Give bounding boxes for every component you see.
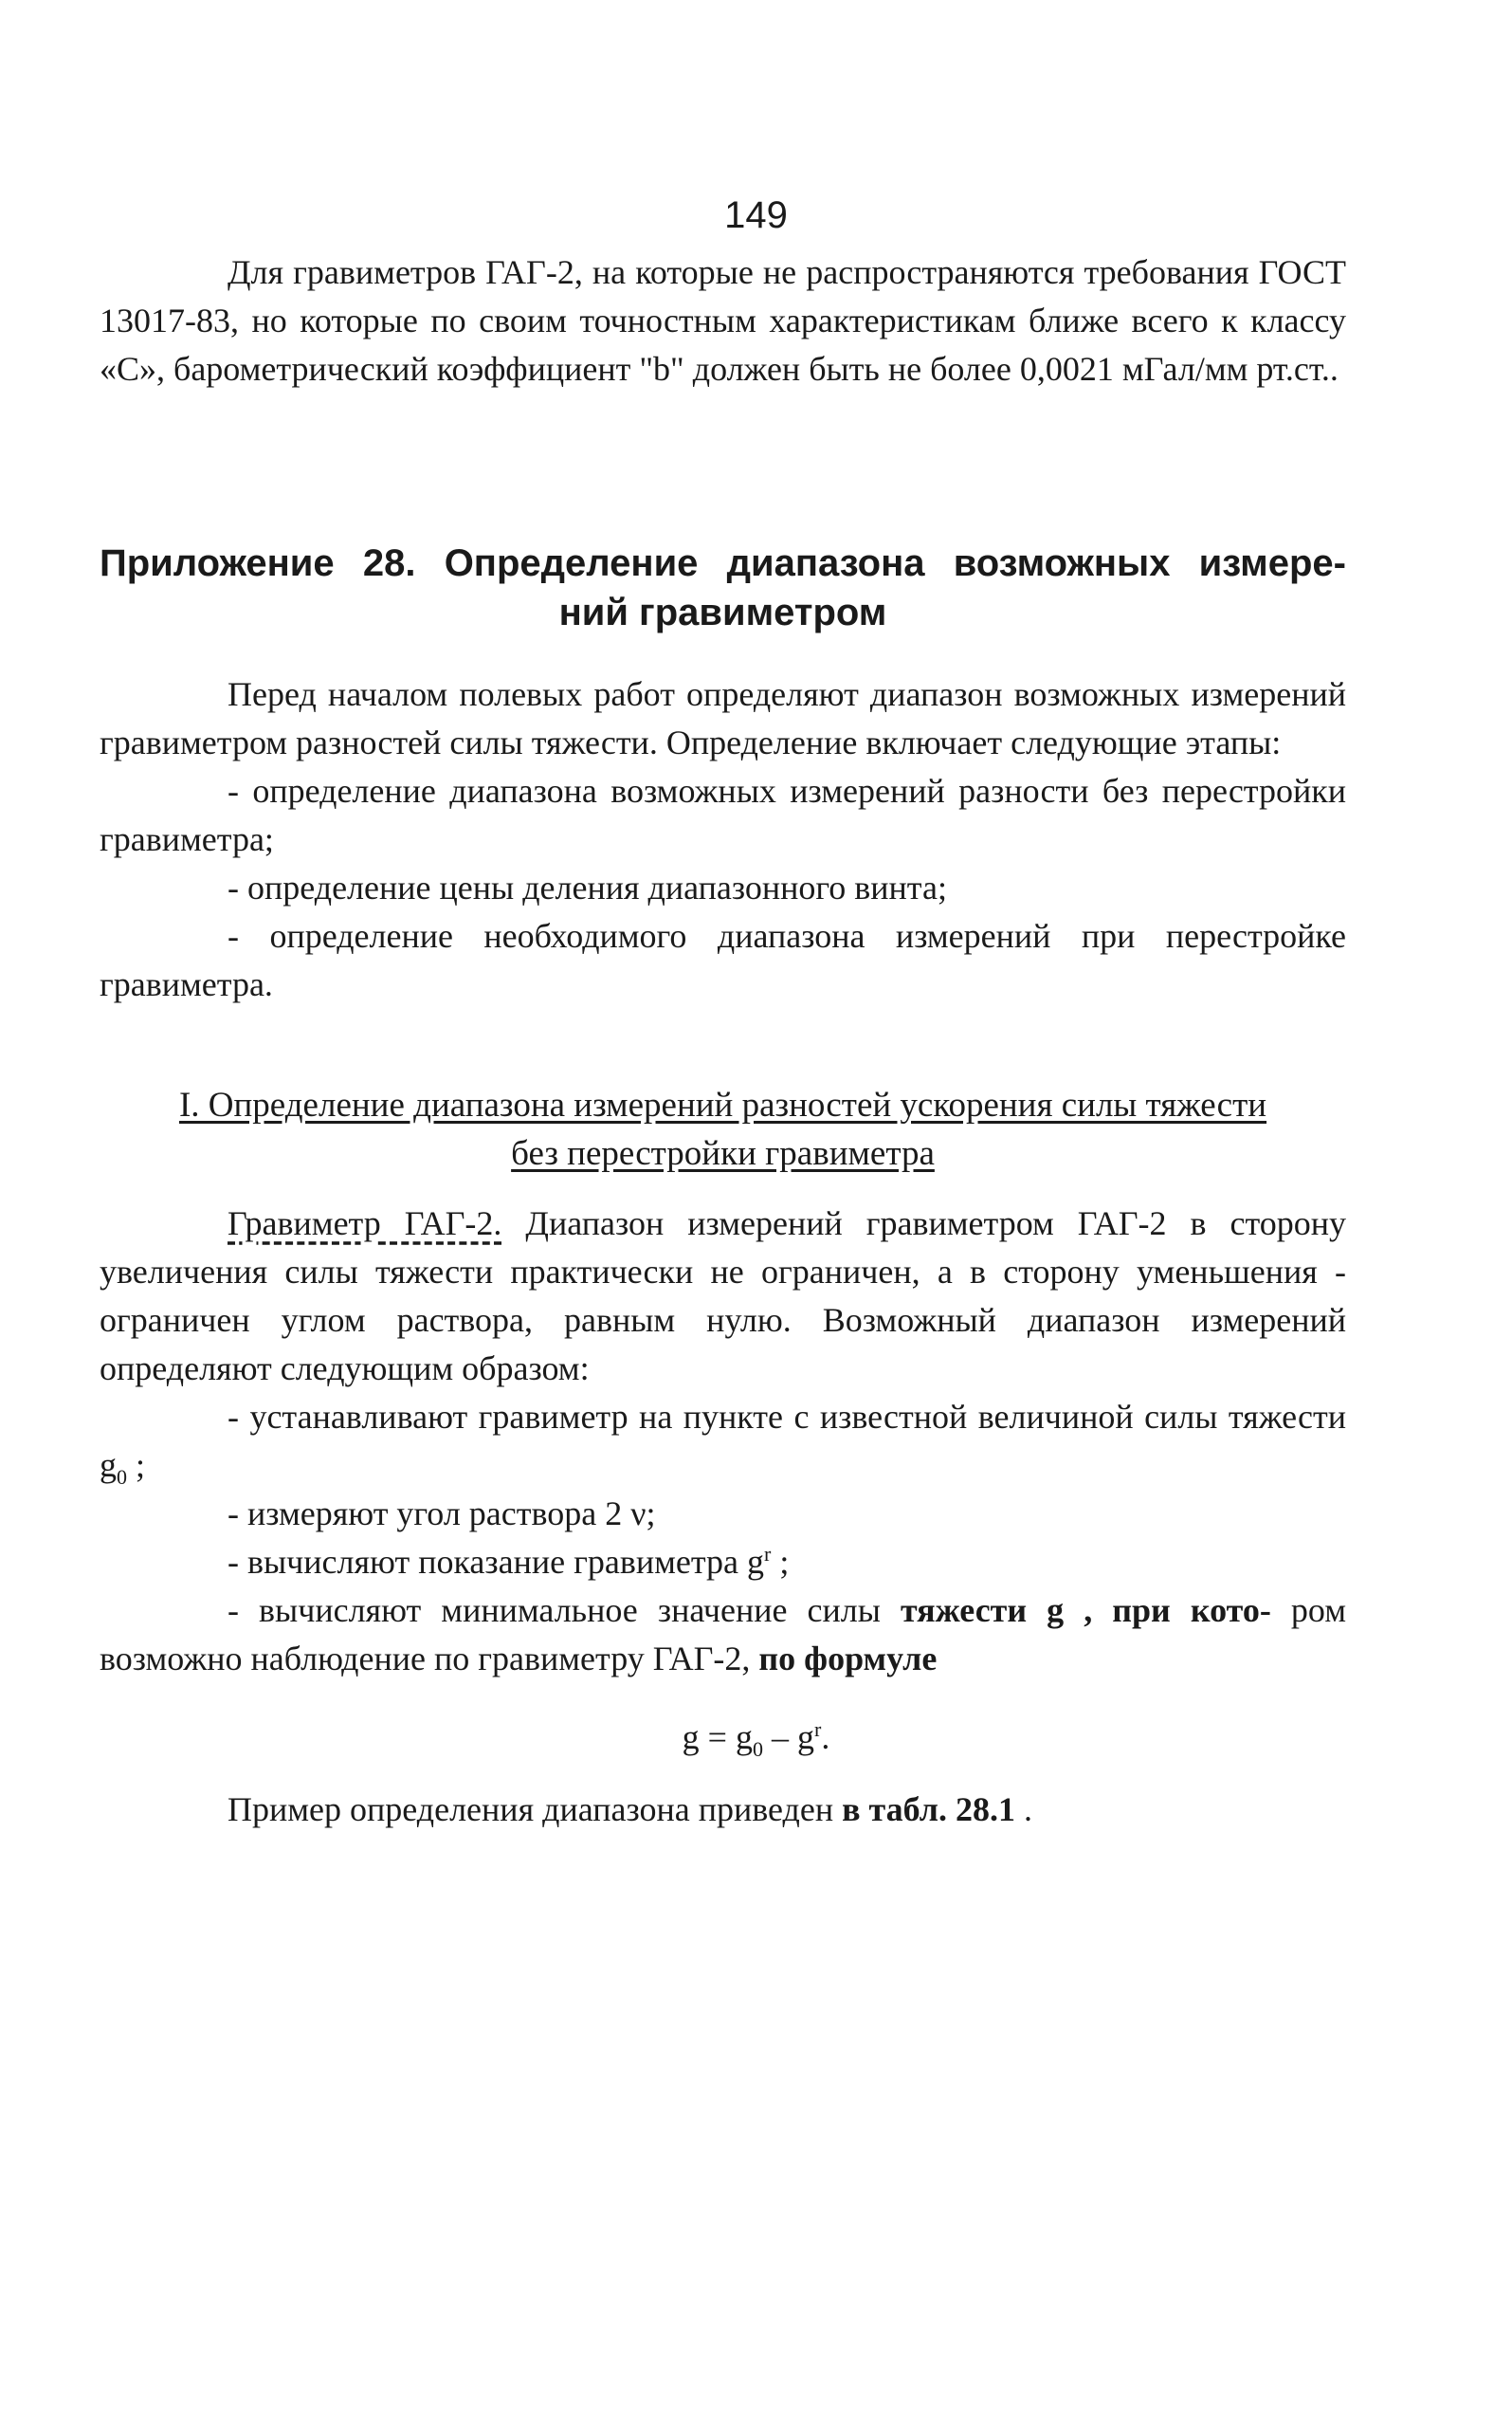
formula-subscript: 0	[752, 1737, 763, 1762]
intro-paragraph: Для гравиметров ГАГ-2, на которые не распространяются требования ГОСТ 13017-83, но которые по своим точностным характеристикам ближе всего к классу «С», барометрический коэффициент "b" должен быть не более 0,0021 мГал/мм рт.ст..	[100, 253, 1346, 388]
page-number: 149	[724, 194, 788, 236]
heading-line-1: Приложение 28. Определение диапазона возможных измере-	[100, 542, 1346, 584]
g-symbol: g	[100, 1446, 117, 1484]
gag2-paragraph	[100, 1200, 1346, 1393]
example-block	[100, 1786, 1346, 1834]
gr-superscript: r	[764, 1542, 772, 1566]
subheading-line-2: без перестройки гравиметра	[511, 1134, 935, 1173]
section-intro-block	[100, 670, 1346, 1009]
formula-superscript: r	[813, 1717, 822, 1741]
gag2-section-block	[100, 1200, 1346, 1683]
step-1-end: ;	[127, 1446, 146, 1484]
step-4-text: - вычисляют минимальное значение силы	[228, 1591, 901, 1629]
formula-lhs: g = g	[682, 1718, 753, 1756]
example-text: Пример определения диапазона приведен	[228, 1790, 843, 1828]
list-item: - определение диапазона возможных измерений разности без перестройки гравиметра;	[100, 772, 1346, 858]
step-item: - измеряют угол раствора 2 ν;	[228, 1494, 656, 1532]
formula-end: .	[821, 1718, 830, 1756]
step-3-end: ;	[771, 1543, 790, 1581]
g0-symbol	[100, 1446, 127, 1490]
gag2-label: Гравиметр ГАГ-2.	[228, 1204, 502, 1242]
list-item: - определение цены деления диапазонного винта;	[228, 869, 947, 907]
g0-subscript: 0	[117, 1465, 127, 1490]
step-1-text: - устанавливают гравиметр на пункте с известной величиной силы тяжести	[228, 1398, 1346, 1436]
example-sentence	[100, 1786, 1346, 1834]
step-3-text: - вычисляют показание гравиметра	[228, 1543, 748, 1581]
gag2-text: Диапазон измерений гравиметром ГАГ-2 в сторону увеличения силы тяжести практически не ограничен, а в сторону уменьшения - ограничен углом раствора, равным нулю. Возможный диапазон измерений определяют следующим образом:	[100, 1204, 1346, 1387]
list-item: - определение необходимого диапазона измерений при перестройке гравиметра.	[100, 917, 1346, 1003]
appendix-heading	[100, 539, 1346, 637]
step-4-bold-end: по формуле	[758, 1640, 938, 1677]
section-intro-text: Перед началом полевых работ определяют диапазон возможных измерений гравиметром разностей силы тяжести. Определение включает следующие этапы:	[100, 675, 1346, 761]
step-4-mid: ром возможно наблюдение по гравиметру ГАГ-2,	[100, 1591, 1346, 1677]
table-reference: в табл. 28.1	[842, 1790, 1015, 1828]
section-subheading	[100, 1081, 1346, 1178]
step-4-bold: тяжести g , при кото-	[900, 1591, 1271, 1629]
intro-paragraph-block	[100, 248, 1346, 394]
formula-mid: – g	[762, 1718, 814, 1756]
example-end: .	[1014, 1790, 1032, 1828]
formula	[0, 1714, 1512, 1760]
step-item	[100, 1586, 1346, 1683]
heading-line-2: ний гравиметром	[558, 592, 887, 633]
step-item	[100, 1538, 1346, 1586]
step-item	[100, 1393, 1346, 1490]
subheading-line-1: I. Определение диапазона измерений разностей ускорения силы тяжести	[178, 1086, 1267, 1125]
g-symbol: g	[747, 1543, 765, 1581]
